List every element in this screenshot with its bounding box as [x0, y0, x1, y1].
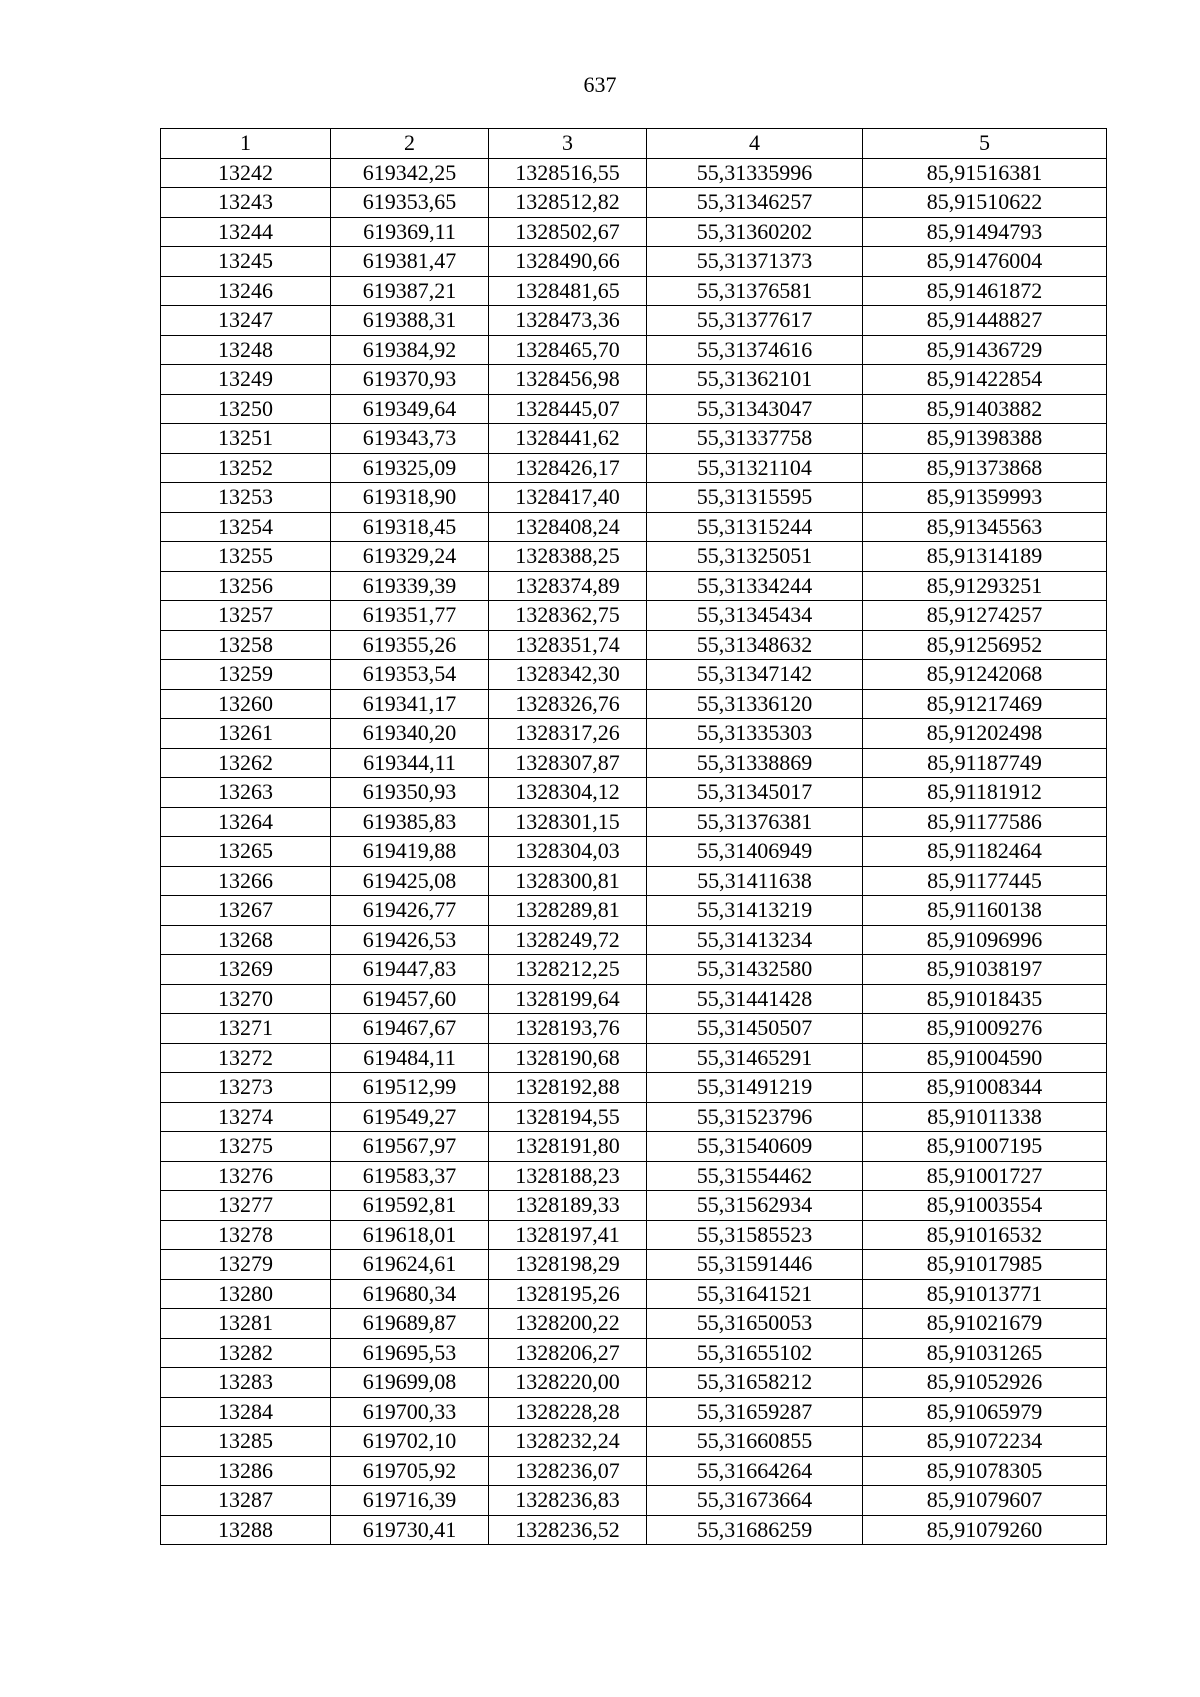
table-cell: 85,91009276	[863, 1014, 1107, 1044]
table-cell: 55,31673664	[647, 1486, 863, 1516]
table-cell: 1328200,22	[489, 1309, 647, 1339]
table-header-row	[161, 129, 1107, 159]
table-cell: 1328190,68	[489, 1043, 647, 1073]
table-row	[161, 1515, 1107, 1545]
table-row	[161, 1073, 1107, 1103]
table-cell: 55,31338869	[647, 748, 863, 778]
table-cell: 1328516,55	[489, 158, 647, 188]
table-cell: 13244	[161, 217, 331, 247]
table-cell: 619583,37	[331, 1161, 489, 1191]
table-row	[161, 601, 1107, 631]
table-cell: 55,31523796	[647, 1102, 863, 1132]
table-cell: 13267	[161, 896, 331, 926]
table-cell: 55,31659287	[647, 1397, 863, 1427]
table-cell: 55,31465291	[647, 1043, 863, 1073]
table-cell: 1328362,75	[489, 601, 647, 631]
header-cell: 4	[647, 129, 863, 159]
table-cell: 55,31360202	[647, 217, 863, 247]
table-cell: 1328236,83	[489, 1486, 647, 1516]
table-cell: 55,31376581	[647, 276, 863, 306]
table-row	[161, 984, 1107, 1014]
table-cell: 55,31655102	[647, 1338, 863, 1368]
table-cell: 85,91314189	[863, 542, 1107, 572]
table-cell: 13264	[161, 807, 331, 837]
table-cell: 619426,53	[331, 925, 489, 955]
table-row	[161, 1043, 1107, 1073]
table-cell: 85,91018435	[863, 984, 1107, 1014]
table-cell: 55,31337758	[647, 424, 863, 454]
table-cell: 55,31650053	[647, 1309, 863, 1339]
table-cell: 619567,97	[331, 1132, 489, 1162]
table-cell: 619699,08	[331, 1368, 489, 1398]
table-cell: 619484,11	[331, 1043, 489, 1073]
table-row	[161, 630, 1107, 660]
table-row	[161, 247, 1107, 277]
table-cell: 55,31441428	[647, 984, 863, 1014]
table-cell: 619689,87	[331, 1309, 489, 1339]
table-cell: 55,31315595	[647, 483, 863, 513]
table-cell: 1328212,25	[489, 955, 647, 985]
table-cell: 85,91007195	[863, 1132, 1107, 1162]
table-cell: 619695,53	[331, 1338, 489, 1368]
table-cell: 85,91422854	[863, 365, 1107, 395]
table-cell: 85,91293251	[863, 571, 1107, 601]
table-cell: 85,91017985	[863, 1250, 1107, 1280]
header-cell: 2	[331, 129, 489, 159]
table-cell: 85,91177445	[863, 866, 1107, 896]
table-row	[161, 512, 1107, 542]
table-cell: 619385,83	[331, 807, 489, 837]
table-cell: 85,91476004	[863, 247, 1107, 277]
table-cell: 1328456,98	[489, 365, 647, 395]
table-cell: 85,91096996	[863, 925, 1107, 955]
table-cell: 85,91448827	[863, 306, 1107, 336]
table-row	[161, 365, 1107, 395]
table-cell: 13251	[161, 424, 331, 454]
table-cell: 55,31347142	[647, 660, 863, 690]
table-cell: 85,91021679	[863, 1309, 1107, 1339]
table-cell: 13242	[161, 158, 331, 188]
table-cell: 1328300,81	[489, 866, 647, 896]
table-cell: 619342,25	[331, 158, 489, 188]
table-cell: 85,91177586	[863, 807, 1107, 837]
table-cell: 13248	[161, 335, 331, 365]
table-cell: 1328232,24	[489, 1427, 647, 1457]
table-cell: 619730,41	[331, 1515, 489, 1545]
table-cell: 1328195,26	[489, 1279, 647, 1309]
table-cell: 55,31325051	[647, 542, 863, 572]
table-cell: 55,31641521	[647, 1279, 863, 1309]
table-row	[161, 335, 1107, 365]
table-row	[161, 1102, 1107, 1132]
table-cell: 55,31585523	[647, 1220, 863, 1250]
table-row	[161, 1309, 1107, 1339]
table-cell: 85,91078305	[863, 1456, 1107, 1486]
table-cell: 619705,92	[331, 1456, 489, 1486]
table-row	[161, 1250, 1107, 1280]
table-cell: 55,31376381	[647, 807, 863, 837]
table-cell: 13281	[161, 1309, 331, 1339]
table-cell: 85,91003554	[863, 1191, 1107, 1221]
table-cell: 619426,77	[331, 896, 489, 926]
table-cell: 619624,61	[331, 1250, 489, 1280]
table-cell: 1328194,55	[489, 1102, 647, 1132]
table-cell: 13277	[161, 1191, 331, 1221]
table-cell: 619341,17	[331, 689, 489, 719]
table-body	[161, 158, 1107, 1545]
table-cell: 55,31315244	[647, 512, 863, 542]
table-cell: 13265	[161, 837, 331, 867]
table-cell: 619716,39	[331, 1486, 489, 1516]
table-cell: 13243	[161, 188, 331, 218]
table-cell: 1328502,67	[489, 217, 647, 247]
table-row	[161, 1427, 1107, 1457]
table-cell: 85,91187749	[863, 748, 1107, 778]
table-cell: 619381,47	[331, 247, 489, 277]
table-cell: 619318,90	[331, 483, 489, 513]
table-cell: 619351,77	[331, 601, 489, 631]
table-cell: 55,31343047	[647, 394, 863, 424]
table-row	[161, 778, 1107, 808]
table-cell: 85,91072234	[863, 1427, 1107, 1457]
table-row	[161, 1279, 1107, 1309]
table-cell: 85,91079260	[863, 1515, 1107, 1545]
table-cell: 85,91065979	[863, 1397, 1107, 1427]
table-cell: 55,31660855	[647, 1427, 863, 1457]
table-cell: 13254	[161, 512, 331, 542]
table-cell: 85,91461872	[863, 276, 1107, 306]
table-cell: 85,91274257	[863, 601, 1107, 631]
table-row	[161, 1161, 1107, 1191]
table-cell: 1328374,89	[489, 571, 647, 601]
table-cell: 13274	[161, 1102, 331, 1132]
table-cell: 55,31371373	[647, 247, 863, 277]
table-cell: 1328417,40	[489, 483, 647, 513]
table-cell: 619353,65	[331, 188, 489, 218]
table-row	[161, 188, 1107, 218]
table-cell: 13252	[161, 453, 331, 483]
table-cell: 55,31346257	[647, 188, 863, 218]
table-cell: 85,91359993	[863, 483, 1107, 513]
table-cell: 85,91181912	[863, 778, 1107, 808]
table-cell: 619343,73	[331, 424, 489, 454]
table-cell: 85,91011338	[863, 1102, 1107, 1132]
table-cell: 55,31591446	[647, 1250, 863, 1280]
table-row	[161, 1132, 1107, 1162]
table-cell: 55,31336120	[647, 689, 863, 719]
table-cell: 85,91160138	[863, 896, 1107, 926]
table-cell: 13257	[161, 601, 331, 631]
coordinates-table	[160, 128, 1107, 1545]
table-cell: 55,31413234	[647, 925, 863, 955]
table-cell: 13286	[161, 1456, 331, 1486]
table-cell: 13255	[161, 542, 331, 572]
table-cell: 1328351,74	[489, 630, 647, 660]
table-row	[161, 276, 1107, 306]
table-cell: 85,91004590	[863, 1043, 1107, 1073]
table-cell: 619349,64	[331, 394, 489, 424]
table-cell: 85,91052926	[863, 1368, 1107, 1398]
table-cell: 619467,67	[331, 1014, 489, 1044]
table-cell: 85,91345563	[863, 512, 1107, 542]
table-cell: 1328426,17	[489, 453, 647, 483]
table-cell: 619592,81	[331, 1191, 489, 1221]
table-cell: 1328465,70	[489, 335, 647, 365]
table-cell: 13262	[161, 748, 331, 778]
table-cell: 85,91079607	[863, 1486, 1107, 1516]
table-cell: 55,31362101	[647, 365, 863, 395]
table-cell: 13288	[161, 1515, 331, 1545]
table-cell: 85,91038197	[863, 955, 1107, 985]
table-row	[161, 1220, 1107, 1250]
table-cell: 13280	[161, 1279, 331, 1309]
table-cell: 619339,39	[331, 571, 489, 601]
table-cell: 619618,01	[331, 1220, 489, 1250]
table-cell: 55,31345434	[647, 601, 863, 631]
table-row	[161, 1397, 1107, 1427]
table-row	[161, 453, 1107, 483]
table-cell: 85,91202498	[863, 719, 1107, 749]
table-cell: 55,31334244	[647, 571, 863, 601]
table-cell: 13285	[161, 1427, 331, 1457]
table-cell: 55,31562934	[647, 1191, 863, 1221]
table-cell: 1328445,07	[489, 394, 647, 424]
table-cell: 13271	[161, 1014, 331, 1044]
table-row	[161, 424, 1107, 454]
table-row	[161, 542, 1107, 572]
table-cell: 13263	[161, 778, 331, 808]
table-cell: 1328193,76	[489, 1014, 647, 1044]
table-cell: 619369,11	[331, 217, 489, 247]
table-cell: 55,31335303	[647, 719, 863, 749]
table-cell: 13247	[161, 306, 331, 336]
table-cell: 619355,26	[331, 630, 489, 660]
table-row	[161, 217, 1107, 247]
table-cell: 619419,88	[331, 837, 489, 867]
header-cell: 3	[489, 129, 647, 159]
table-cell: 1328326,76	[489, 689, 647, 719]
table-cell: 13256	[161, 571, 331, 601]
table-cell: 55,31450507	[647, 1014, 863, 1044]
table-cell: 13269	[161, 955, 331, 985]
table-cell: 1328289,81	[489, 896, 647, 926]
table-cell: 13268	[161, 925, 331, 955]
table-cell: 1328197,41	[489, 1220, 647, 1250]
table-cell: 1328307,87	[489, 748, 647, 778]
table-cell: 619457,60	[331, 984, 489, 1014]
table-cell: 55,31658212	[647, 1368, 863, 1398]
table-cell: 13249	[161, 365, 331, 395]
table-cell: 13275	[161, 1132, 331, 1162]
table-cell: 85,91403882	[863, 394, 1107, 424]
table-cell: 619447,83	[331, 955, 489, 985]
table-cell: 1328304,12	[489, 778, 647, 808]
table-cell: 1328408,24	[489, 512, 647, 542]
table-row	[161, 807, 1107, 837]
table-cell: 1328236,07	[489, 1456, 647, 1486]
table-row	[161, 925, 1107, 955]
table-cell: 85,91182464	[863, 837, 1107, 867]
table-cell: 1328473,36	[489, 306, 647, 336]
table-row	[161, 660, 1107, 690]
table-cell: 1328249,72	[489, 925, 647, 955]
table-row	[161, 896, 1107, 926]
table-cell: 13259	[161, 660, 331, 690]
table-cell: 13283	[161, 1368, 331, 1398]
table-cell: 55,31321104	[647, 453, 863, 483]
table-cell: 55,31377617	[647, 306, 863, 336]
table-cell: 13266	[161, 866, 331, 896]
table-cell: 13272	[161, 1043, 331, 1073]
table-cell: 619549,27	[331, 1102, 489, 1132]
table-cell: 85,91217469	[863, 689, 1107, 719]
table-cell: 85,91256952	[863, 630, 1107, 660]
table-row	[161, 955, 1107, 985]
table-row	[161, 571, 1107, 601]
table-cell: 55,31345017	[647, 778, 863, 808]
table-cell: 13245	[161, 247, 331, 277]
table-cell: 85,91031265	[863, 1338, 1107, 1368]
table-row	[161, 1191, 1107, 1221]
table-cell: 1328236,52	[489, 1515, 647, 1545]
table-cell: 55,31335996	[647, 158, 863, 188]
table-row	[161, 1368, 1107, 1398]
table-row	[161, 837, 1107, 867]
table-cell: 55,31491219	[647, 1073, 863, 1103]
table-cell: 1328199,64	[489, 984, 647, 1014]
table-cell: 619384,92	[331, 335, 489, 365]
table-row	[161, 158, 1107, 188]
table-cell: 1328490,66	[489, 247, 647, 277]
table-cell: 13246	[161, 276, 331, 306]
header-cell: 5	[863, 129, 1107, 159]
table-header	[161, 129, 1107, 159]
table-cell: 619700,33	[331, 1397, 489, 1427]
table-cell: 85,91008344	[863, 1073, 1107, 1103]
table-cell: 619702,10	[331, 1427, 489, 1457]
table-cell: 619388,31	[331, 306, 489, 336]
table-cell: 85,91398388	[863, 424, 1107, 454]
table-cell: 1328188,23	[489, 1161, 647, 1191]
table-cell: 1328317,26	[489, 719, 647, 749]
table-cell: 13287	[161, 1486, 331, 1516]
table-cell: 85,91510622	[863, 188, 1107, 218]
table-cell: 1328192,88	[489, 1073, 647, 1103]
table-row	[161, 689, 1107, 719]
table-cell: 13284	[161, 1397, 331, 1427]
table-cell: 55,31413219	[647, 896, 863, 926]
table-cell: 1328301,15	[489, 807, 647, 837]
table-row	[161, 394, 1107, 424]
table-row	[161, 866, 1107, 896]
table-cell: 55,31432580	[647, 955, 863, 985]
table-cell: 55,31664264	[647, 1456, 863, 1486]
table-cell: 13253	[161, 483, 331, 513]
table-cell: 619387,21	[331, 276, 489, 306]
table-cell: 1328189,33	[489, 1191, 647, 1221]
table-cell: 619344,11	[331, 748, 489, 778]
table-cell: 1328304,03	[489, 837, 647, 867]
table-cell: 13273	[161, 1073, 331, 1103]
table-cell: 55,31554462	[647, 1161, 863, 1191]
table-cell: 619680,34	[331, 1279, 489, 1309]
table-cell: 13270	[161, 984, 331, 1014]
table-cell: 619370,93	[331, 365, 489, 395]
table-cell: 1328481,65	[489, 276, 647, 306]
table-cell: 55,31348632	[647, 630, 863, 660]
table-cell: 85,91373868	[863, 453, 1107, 483]
table-cell: 85,91436729	[863, 335, 1107, 365]
table-cell: 619329,24	[331, 542, 489, 572]
table-cell: 13260	[161, 689, 331, 719]
table-cell: 85,91516381	[863, 158, 1107, 188]
table-cell: 1328512,82	[489, 188, 647, 218]
table-cell: 1328206,27	[489, 1338, 647, 1368]
table-cell: 1328228,28	[489, 1397, 647, 1427]
table-cell: 1328388,25	[489, 542, 647, 572]
table-cell: 85,91013771	[863, 1279, 1107, 1309]
table-row	[161, 719, 1107, 749]
table-row	[161, 483, 1107, 513]
table-cell: 55,31374616	[647, 335, 863, 365]
table-cell: 1328220,00	[489, 1368, 647, 1398]
table-row	[161, 1014, 1107, 1044]
table-cell: 619325,09	[331, 453, 489, 483]
table-cell: 55,31686259	[647, 1515, 863, 1545]
table-row	[161, 1456, 1107, 1486]
table-cell: 619353,54	[331, 660, 489, 690]
table-cell: 55,31411638	[647, 866, 863, 896]
table-cell: 55,31406949	[647, 837, 863, 867]
table-cell: 1328191,80	[489, 1132, 647, 1162]
page-number: 637	[583, 72, 617, 97]
table-row	[161, 1338, 1107, 1368]
table-cell: 85,91242068	[863, 660, 1107, 690]
table-cell: 13258	[161, 630, 331, 660]
table-cell: 13282	[161, 1338, 331, 1368]
table-row	[161, 306, 1107, 336]
table-cell: 55,31540609	[647, 1132, 863, 1162]
table-cell: 619318,45	[331, 512, 489, 542]
table-cell: 85,91494793	[863, 217, 1107, 247]
table-cell: 13250	[161, 394, 331, 424]
table-cell: 619425,08	[331, 866, 489, 896]
table-cell: 85,91016532	[863, 1220, 1107, 1250]
table-cell: 619512,99	[331, 1073, 489, 1103]
table-cell: 1328441,62	[489, 424, 647, 454]
table-cell: 619340,20	[331, 719, 489, 749]
table-cell: 85,91001727	[863, 1161, 1107, 1191]
table-cell: 13279	[161, 1250, 331, 1280]
table-cell: 13276	[161, 1161, 331, 1191]
table-row	[161, 1486, 1107, 1516]
table-row	[161, 748, 1107, 778]
table-cell: 13261	[161, 719, 331, 749]
table-cell: 1328198,29	[489, 1250, 647, 1280]
table-cell: 13278	[161, 1220, 331, 1250]
header-cell: 1	[161, 129, 331, 159]
table-cell: 1328342,30	[489, 660, 647, 690]
table-cell: 619350,93	[331, 778, 489, 808]
